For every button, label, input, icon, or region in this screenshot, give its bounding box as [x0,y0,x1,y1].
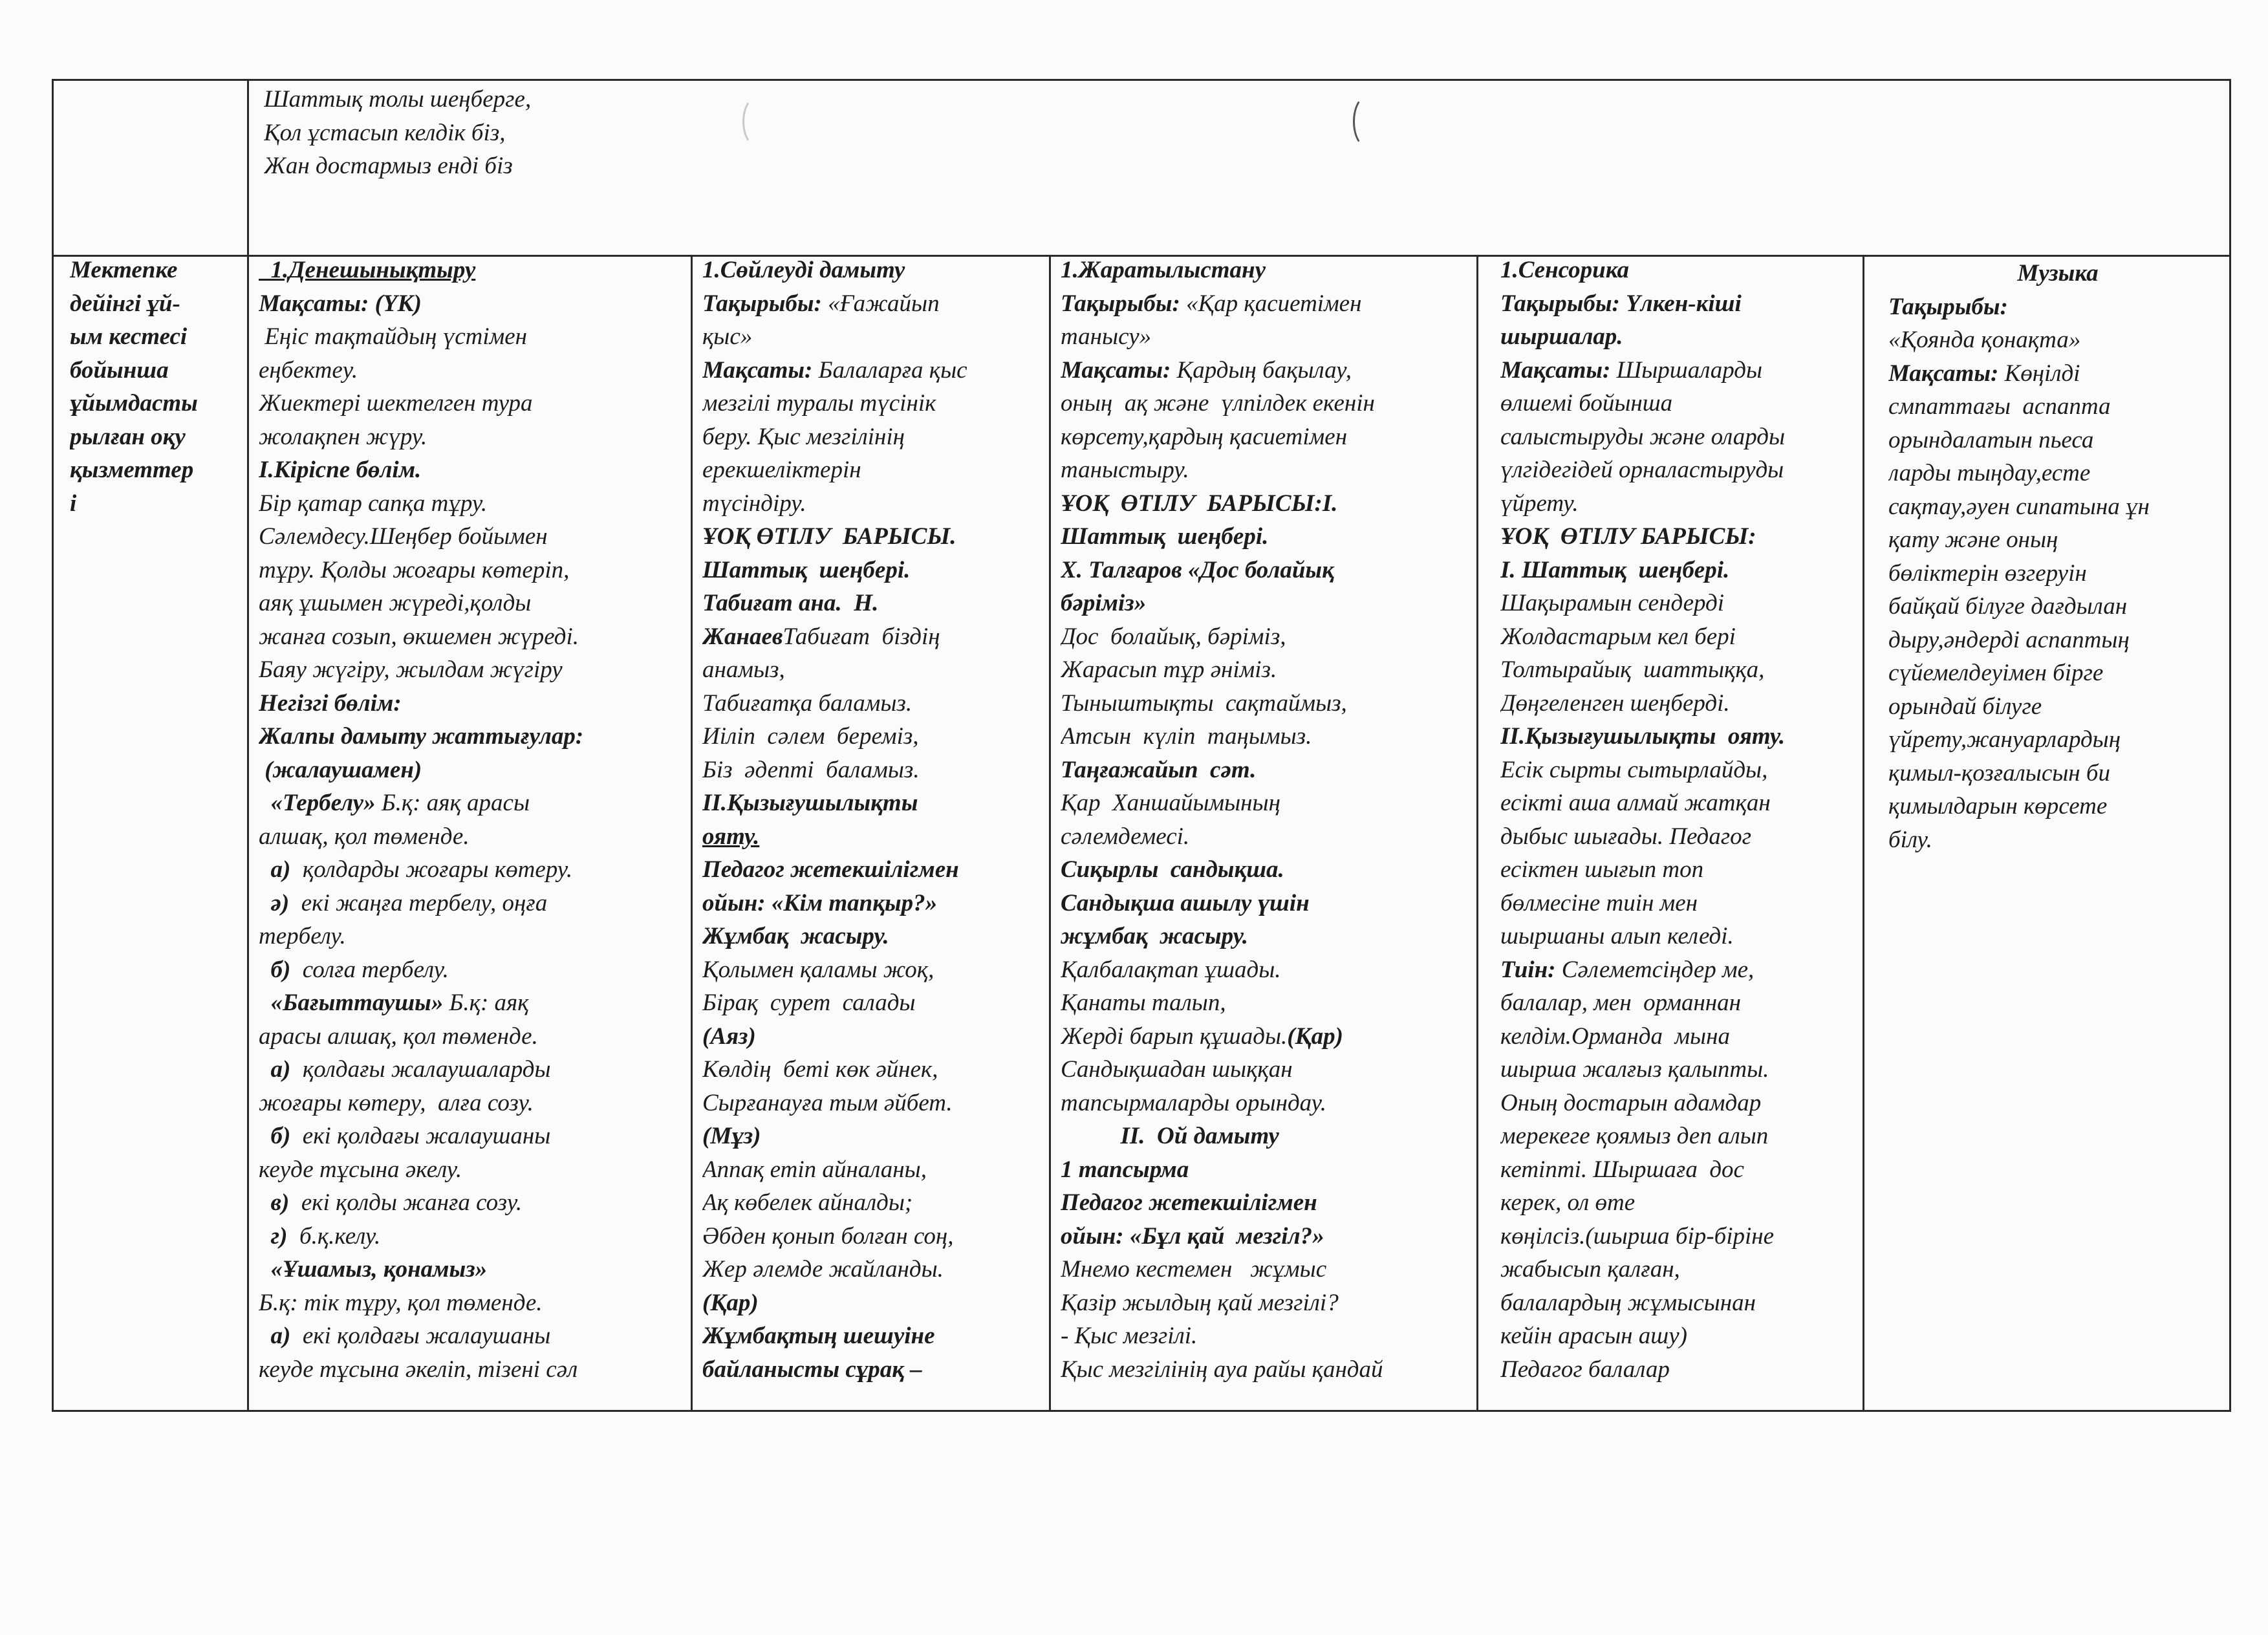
text-line: Шақырамын сендерді [1500,590,1725,616]
text-run: Тақырыбы: [702,290,822,317]
text-line: көрсету,қардың қасиетімен [1061,423,1348,450]
text-line: балалардың жұмысынан [1500,1289,1756,1316]
text-line [259,986,688,1020]
text-line: байланысты сұрақ – [702,1356,922,1383]
text-line: бөлмесіне тиін мен [1500,889,1698,916]
text-line [259,1120,688,1153]
text-run: (Қар) [1287,1023,1344,1050]
text-line: тербелу. [259,923,346,949]
text-line: кеуде тұсына әкелу. [259,1156,462,1183]
text-line: Таңғажайып сәт. [1061,756,1257,783]
text-line: І.Кіріспе бөлім. [259,457,422,483]
text-line: қимыл-қозғалысын би [1888,759,2111,786]
text-line: үлгідегідей орналастыруды [1500,457,1784,483]
table-left-border [52,79,54,1412]
text-line: мерекеге қоямыз деп алып [1500,1123,1769,1149]
text-run: Б.қ: аяқ арасы [375,790,530,816]
text-line: Есік сырты сытырлайды, [1500,756,1768,783]
text-line: орындалатын пьеса [1888,426,2094,453]
text-line: есікті аша алмай жатқан [1500,790,1771,816]
text-line: қату және оның [1888,526,2058,553]
text-line: Мақсаты: (ҮК) [259,290,422,317]
text-line: Толтырайық шаттыққа, [1500,656,1765,683]
text-line: орындай білуге [1888,693,2042,720]
lesson-column-music [1888,257,2227,1410]
text-run: а) [259,1056,291,1083]
text-line: Біз әдепті баламыз. [702,756,920,783]
text-run: Балаларға қыс [812,356,967,384]
text-line: Педагог балалар [1500,1356,1670,1383]
text-line: оның ақ және үлпілдек екенін [1061,390,1375,417]
text-run: Көңілді [1998,360,2080,387]
text-line: Негізгі бөлім: [259,689,402,717]
text-line [259,953,688,987]
text-line: дыру,әндерді аспаптың [1888,626,2130,653]
text-line: Тыныштықты сақтаймыз, [1061,689,1347,717]
text-line: беру. Қыс мезгілінің [702,423,905,450]
text-line: ояту. [702,823,760,850]
text-line: Жер әлемде жайланды. [702,1256,944,1283]
text-run: екі қолдағы жалаушаны [290,1323,551,1349]
text-line: «Ұшамыз, қонамыз» [259,1256,488,1283]
text-line: Баяу жүгіру, жылдам жүгіру [259,656,563,683]
text-line: үйрету,жануарлардың [1888,726,2121,753]
text-line: түсіндіру. [702,490,806,517]
text-line [702,354,1046,387]
text-line: Мнемо кестемен жұмыс [1061,1256,1327,1283]
text-run: қолдарды жоғары көтеру. [290,856,573,883]
text-run: «Тербелу» [259,790,376,816]
text-line: қыс» [702,323,753,350]
text-line: кетіпті. Шыршаға дос [1500,1156,1744,1183]
text-line: 1.Сенсорика [1500,257,1630,283]
text-line: 1 тапсырма [1061,1156,1189,1183]
text-line: бәріміз» [1061,590,1147,616]
row-label-line: і [70,490,77,517]
text-line: мезгілі туралы түсінік [702,390,936,417]
text-line: - Қыс мезгілі. [1061,1323,1198,1349]
text-line: таныстыру. [1061,457,1189,483]
text-line: ерекшеліктерін [702,457,861,483]
text-line: ҰОҚ ӨТІЛУ БАРЫСЫ: [1500,523,1756,550]
text-line [259,1220,688,1253]
text-run: а) [259,856,291,883]
text-run: б.қ.келу. [287,1222,381,1250]
text-line: Оның достарын адамдар [1500,1089,1762,1116]
text-line: үйрету. [1500,490,1579,517]
text-run: қолдағы жалаушаларды [290,1056,551,1083]
text-line: Жолдастарым кел бері [1500,623,1736,650]
lesson-column-sensorics [1500,254,1860,1410]
text-run: Мақсаты: [1061,356,1171,384]
table-right-border [2229,79,2231,1412]
text-line [259,887,688,920]
text-run: Қардың бақылау, [1171,356,1352,384]
text-run: Мақсаты: [1500,356,1611,384]
text-run: г) [259,1222,288,1250]
text-line: Иіліп сәлем береміз, [702,723,919,750]
text-line: Бір қатар сапқа тұру. [259,490,488,517]
text-run: Мақсаты: [702,356,813,384]
text-line: шыршаны алып келеді. [1500,923,1734,949]
text-line: ларды тыңдау,есте [1888,460,2091,486]
text-run: Шыршаларды [1610,356,1763,384]
text-line: Шаттық шеңбері. [702,556,911,583]
text-line: кеуде тұсына әкеліп, тізені сәл [259,1356,578,1383]
text-line: сақтау,әуен сипатына ұн [1888,493,2150,520]
poem-line: Шаттық толы шеңберге, [264,86,532,113]
poem-line: Қол ұстасып келдік біз, [264,119,506,146]
text-line: Педагог жетекшілігмен [1061,1189,1317,1216]
table-bottom-border [52,1410,2231,1412]
text-line: жоғары көтеру, алға созу. [259,1089,534,1116]
text-line: балалар, мен орманнан [1500,990,1742,1016]
text-line [702,620,1046,654]
text-line: Х. Талғаров «Дос болайық [1061,556,1334,583]
lesson-column-natural-science [1061,254,1474,1410]
text-line: көңілсіз.(шырша бір-біріне [1500,1222,1775,1250]
text-line [1061,354,1474,387]
text-line [1500,953,1860,987]
text-run: в) [259,1189,290,1216]
column-divider-4 [1476,255,1478,1412]
text-line: Дос болайық, бәріміз, [1061,623,1286,650]
text-line: 1.Сөйлеуді дамыту [702,257,905,283]
text-line: сүйемелдеуімен бірге [1888,660,2104,686]
text-run: Тиін: [1500,956,1556,983]
text-line: Ақ көбелек айналды; [702,1189,913,1216]
text-line: (Аяз) [702,1023,756,1050]
text-line: анамыз, [702,656,785,683]
text-line [259,1319,688,1353]
row-label-line: дейінгі ұй- [70,290,180,317]
text-line: Қыс мезгілінің ауа райы қандай [1061,1356,1383,1383]
text-line: Сәлемдесу.Шеңбер бойымен [259,523,548,550]
row-label [70,254,246,520]
text-run: солға тербелу. [290,956,449,983]
text-run: екі қолдағы жалаушаны [290,1123,551,1149]
text-run: екі жаңға тербелу, оңға [289,889,548,916]
text-line: алшақ, қол төменде. [259,823,470,850]
text-run: а) [259,1323,291,1349]
text-line: Жиектері шектелген тура [259,390,533,417]
text-line: кейін арасын ашу) [1500,1323,1687,1349]
text-line: Сандықшадан шыққан [1061,1056,1293,1083]
text-line [259,786,688,820]
text-line: смпаттағы аспапта [1888,393,2111,420]
text-run: ә) [259,889,290,916]
text-line: (жалаушамен) [259,756,422,783]
text-line: қимылдарын көрсете [1888,793,2108,819]
text-line: Атсын күліп таңымыз. [1061,723,1312,750]
text-line: Дөңгеленген шеңберді. [1500,689,1730,717]
text-line: Педагог жетекшілігмен [702,856,959,883]
text-line: ҰОҚ ӨТІЛУ БАРЫСЫ:І. [1061,490,1338,517]
text-line: Сандықша ашылу үшін [1061,889,1310,916]
text-line: ІІ.Қызығушылықты ояту. [1500,723,1786,750]
text-line: өлшемі бойынша [1500,390,1673,417]
text-line: ҰОҚ ӨТІЛУ БАРЫСЫ. [702,523,956,550]
text-line: бөліктерін өзгеруін [1888,559,2087,587]
greeting-poem [264,83,1040,183]
text-line: Жарасып тұр әніміз. [1061,656,1277,683]
text-line: І. Шаттық шеңбері. [1500,556,1730,583]
text-run: Б.қ: аяқ [443,990,529,1016]
text-run: «Бағыттаушы» [259,990,444,1016]
scan-mark [1353,96,1381,147]
text-run: Жанаев [702,623,783,650]
text-line: Аппақ етіп айналаны, [702,1156,927,1183]
text-line: Табиғатқа баламыз. [702,689,913,717]
row-label-line: ұйымдасты [70,390,198,417]
text-line: «Қоянда қонақта» [1888,327,2081,353]
text-line: Қар Ханшайымының [1061,790,1280,816]
text-run: б) [259,1123,291,1149]
text-line: Жалпы дамыту жаттығулар: [259,723,584,750]
lesson-column-speech-development [702,254,1046,1410]
text-run: Жерді барып құшады. [1061,1023,1288,1050]
text-line: салыстыруды және оларды [1500,423,1786,450]
text-run: екі қолды жанға созу. [289,1189,523,1216]
text-run: Тақырыбы: [1061,290,1180,317]
text-line: Б.қ: тік тұру, қол төменде. [259,1289,543,1316]
row-label-line: ым кестесі [70,323,188,350]
text-run: б) [259,956,291,983]
table-top-border [52,79,2231,81]
text-line [259,1053,688,1087]
row-label-line: Мектепке [70,257,178,283]
text-line: Тақырыбы: [1888,293,2008,320]
text-line [259,853,688,887]
column-divider-1 [247,79,249,1412]
row-label-line: бойынша [70,356,169,384]
text-line: Қалбалақтап ұшады. [1061,956,1281,983]
text-line: тапсырмаларды орындау. [1061,1089,1327,1116]
text-line: дыбыс шығады. Педагог [1500,823,1752,850]
text-line: 1.Денешынықтыру [259,257,476,283]
text-line: танысу» [1061,323,1152,350]
text-line: Әбден қонып болған соң, [702,1222,954,1250]
lesson-column-physical-education [259,254,688,1410]
text-line: Қолымен қаламы жоқ, [702,956,934,983]
text-line: 1.Жаратылыстану [1061,257,1266,283]
text-line: Қанаты талып, [1061,990,1226,1016]
text-run: Табиғат біздің [783,623,940,650]
text-run: «Қар қасиетімен [1180,290,1362,317]
text-line: жабысып қалған, [1500,1256,1680,1283]
text-run: «Ғажайып [821,290,940,317]
text-run: Сәлеметсіңдер ме, [1555,956,1755,983]
text-line: ойын: «Бұл қай мезгіл?» [1061,1222,1324,1250]
text-line: ІІ. Ой дамыту [1061,1123,1279,1149]
text-line: керек, ол өте [1500,1189,1636,1216]
text-line: Тақырыбы: Үлкен-кіші [1500,290,1742,317]
text-line: (Қар) [702,1289,759,1316]
text-line: Сырғанауға тым әйбет. [702,1089,953,1116]
text-line: келдім.Орманда мына [1500,1023,1730,1050]
text-line: ойын: «Кім тапқыр?» [702,889,938,916]
text-line: шырша жалғыз қалыпты. [1500,1056,1769,1083]
text-line: жұмбақ жасыру. [1061,923,1248,949]
text-line: байқай білуге дағдылан [1888,593,2128,620]
text-line [1888,357,2227,391]
text-line: Қазір жылдың қай мезгілі? [1061,1289,1339,1316]
text-line: ІІ.Қызығушылықты [702,790,918,816]
text-line: Сиқырлы сандықша. [1061,856,1284,883]
text-line [1061,1020,1474,1054]
text-line: есіктен шығып топ [1500,856,1704,883]
row-label-line: рылған оқу [70,423,186,450]
text-line: Шаттық шеңбері. [1061,523,1269,550]
text-line: Жұмбақ жасыру. [702,923,889,949]
text-line: Музыка [2017,260,2099,287]
text-line: Табиғат ана. Н. [702,590,879,616]
text-line: білу. [1888,826,1932,853]
text-line: тұру. Қолды жоғары көтеріп, [259,556,570,583]
column-divider-2 [691,255,693,1412]
text-line: Еңіс тақтайдың үстімен [259,323,528,350]
poem-line: Жан достармыз енді біз [264,153,513,179]
text-line: арасы алшақ, қол төменде. [259,1023,538,1050]
column-divider-3 [1049,255,1051,1412]
text-line [1500,354,1860,387]
text-line: сәлемдемесі. [1061,823,1190,850]
text-line: Көлдің беті көк әйнек, [702,1056,938,1083]
column-divider-5 [1863,255,1864,1412]
text-line: Жұмбақтың шешуіне [702,1323,935,1349]
text-line: Бірақ сурет салады [702,990,916,1016]
text-line: шыршалар. [1500,323,1623,350]
text-line: жанға созып, өкшемен жүреді. [259,623,579,650]
text-line: (Мұз) [702,1123,761,1149]
text-line: жолақпен жүру. [259,423,427,450]
text-line [702,287,1046,321]
text-line [259,1186,688,1220]
text-line: аяқ ұшымен жүреді,қолды [259,590,532,616]
text-run: Мақсаты: [1888,360,1999,387]
text-line [1061,287,1474,321]
row-label-line: қызметтер [70,457,194,483]
text-line: еңбектеу. [259,356,358,384]
